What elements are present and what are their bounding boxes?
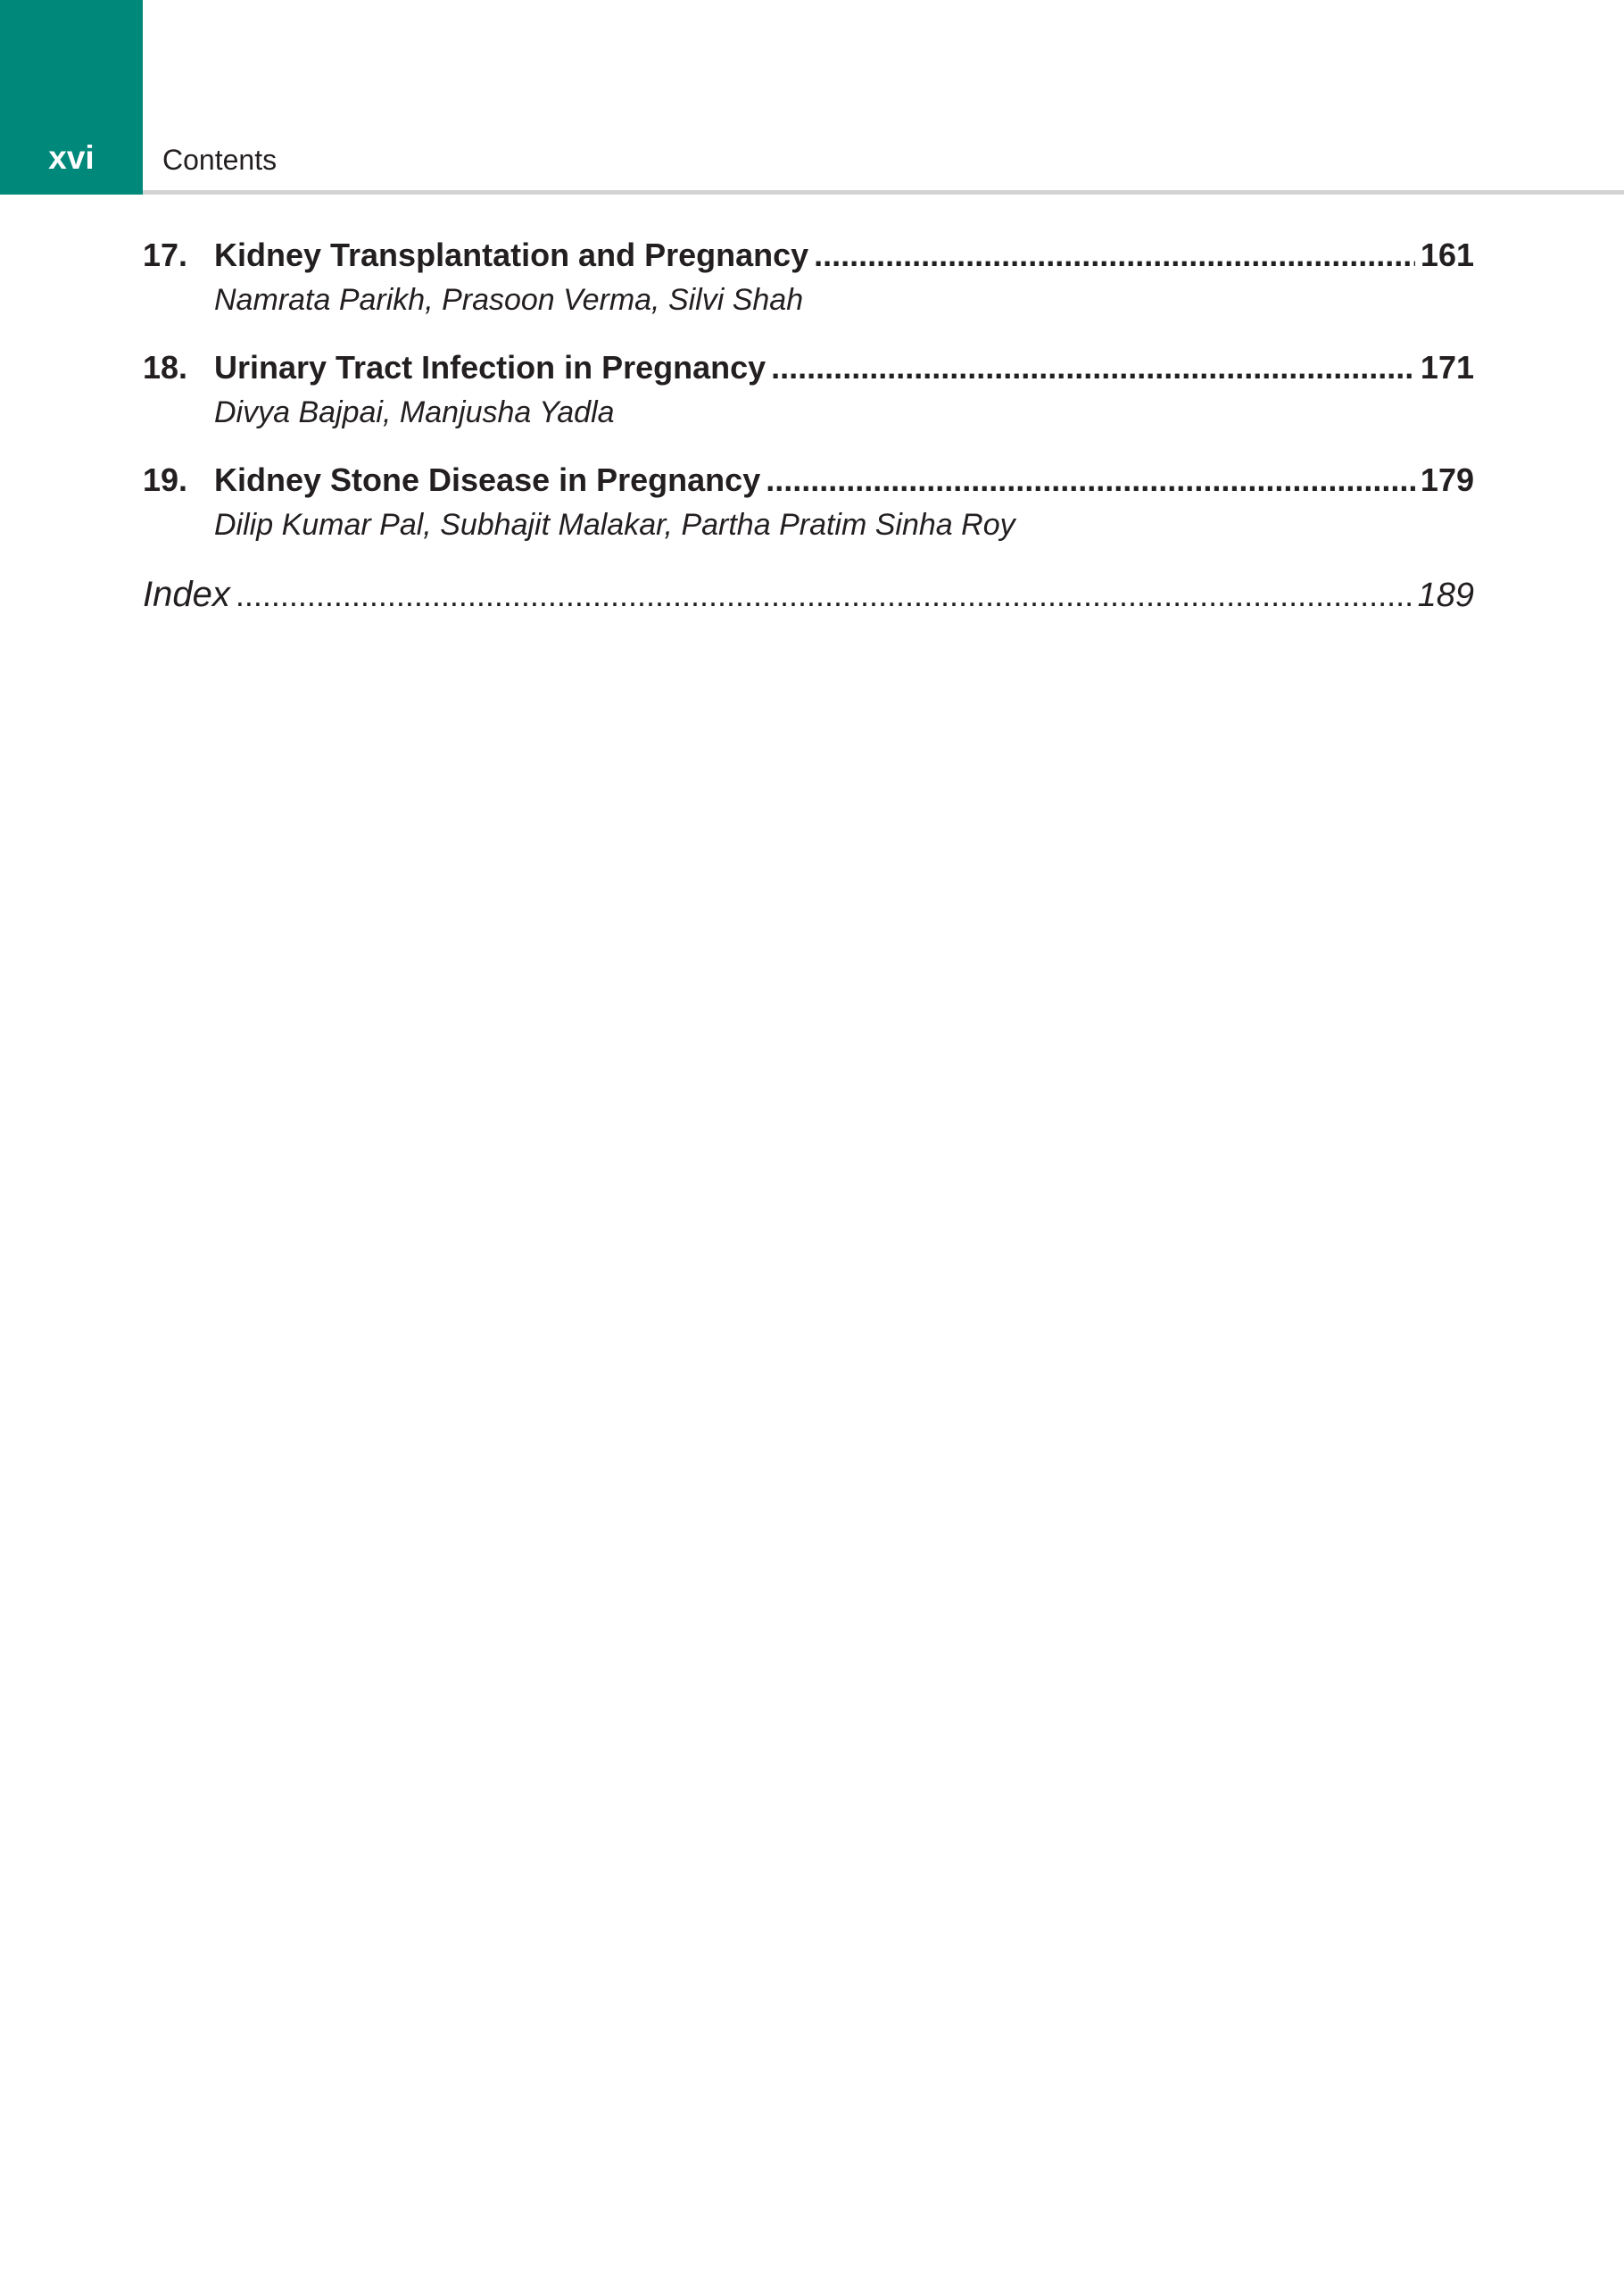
- table-of-contents: [143, 230, 1474, 621]
- chapter-authors: Divya Bajpai, Manjusha Yadla: [214, 395, 615, 429]
- chapter-page[interactable]: 171: [1420, 349, 1474, 386]
- toc-entry-line: [143, 455, 1474, 505]
- dot-leader: [236, 569, 1413, 622]
- chapter-title[interactable]: Kidney Stone Disease in Pregnancy: [214, 461, 761, 498]
- header-rule: [143, 190, 1624, 195]
- chapter-authors: Namrata Parikh, Prasoon Verma, Silvi Shah: [214, 283, 804, 317]
- chapter-page[interactable]: 161: [1420, 237, 1474, 273]
- chapter-title[interactable]: Kidney Transplantation and Pregnancy: [214, 237, 809, 273]
- chapter-number: 17.: [143, 237, 188, 273]
- chapter-number: 19.: [143, 461, 188, 498]
- running-head: Contents: [162, 144, 278, 176]
- chapter-page[interactable]: 179: [1420, 461, 1474, 498]
- chapter-title[interactable]: Urinary Tract Infection in Pregnancy: [214, 349, 766, 386]
- dot-leader: [814, 230, 1415, 280]
- page-number-tab: [0, 0, 143, 195]
- dot-leader: [771, 343, 1415, 393]
- index-label[interactable]: Index: [143, 575, 230, 614]
- toc-index-entry[interactable]: [143, 568, 1474, 621]
- page-number: xvi: [48, 139, 95, 176]
- toc-entry-18[interactable]: [143, 343, 1474, 432]
- toc-entry-17[interactable]: [143, 230, 1474, 320]
- chapter-authors: Dilip Kumar Pal, Subhajit Malakar, Partha Pratim Sinha Roy: [214, 508, 1015, 542]
- toc-entry-line: [143, 230, 1474, 280]
- toc-entry-19[interactable]: [143, 455, 1474, 544]
- chapter-number: 18.: [143, 349, 188, 386]
- toc-entry-line: [143, 343, 1474, 393]
- index-page[interactable]: 189: [1417, 577, 1474, 614]
- dot-leader: [766, 455, 1415, 505]
